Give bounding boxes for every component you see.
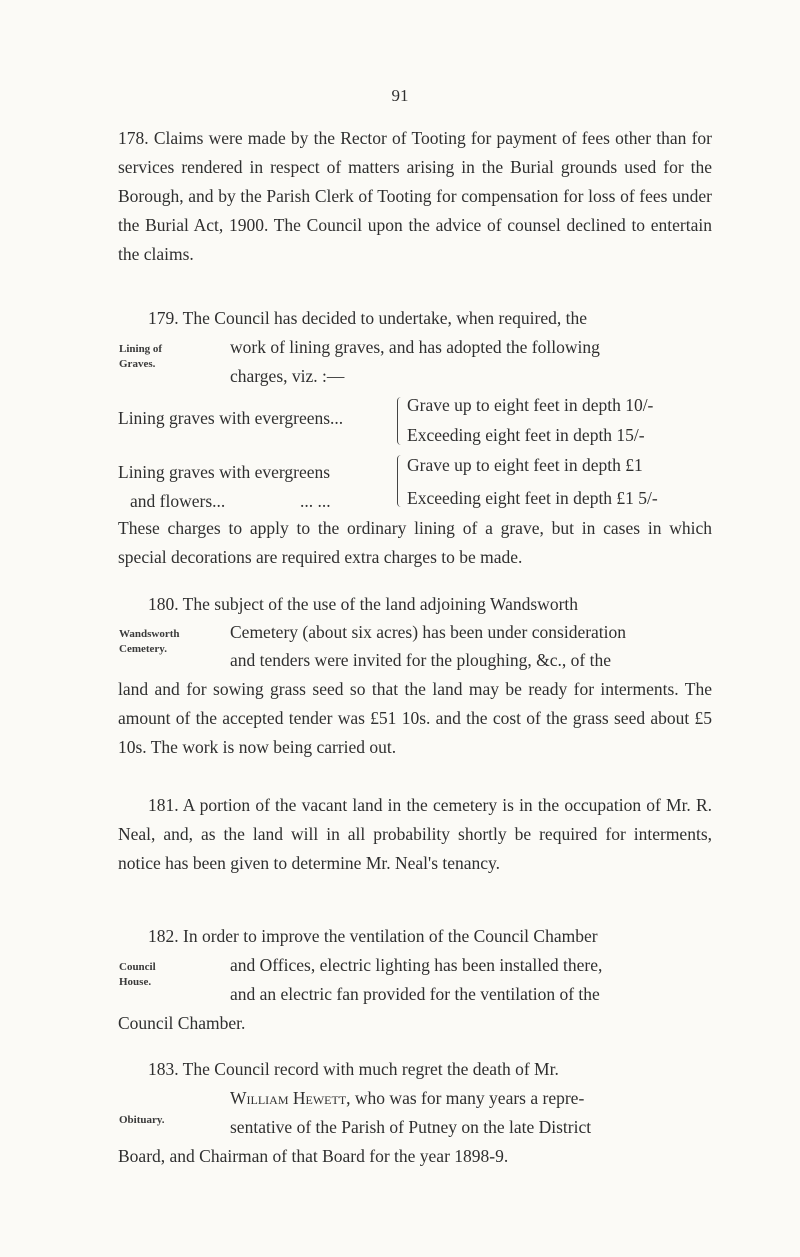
paragraph-183-line-2 <box>230 1084 584 1113</box>
side-note-line: Wandsworth <box>119 628 180 640</box>
paragraph-180-rest: land and for sowing grass seed so that the land may be ready for interments. The amount of the accepted tender was £51 10s. and the cost of the grass seed about £5 10s. The work is now being carried out. <box>118 679 712 757</box>
paragraph-182-first-line: 182. In order to improve the ventilation of the Council Chamber <box>148 926 598 946</box>
paragraph-183-line-2-rest: who was for many years a repre- <box>354 1088 585 1108</box>
paragraph-180-line-2: Cemetery (about six acres) has been under consideration <box>230 622 627 642</box>
leader-dots: ... ... <box>300 491 331 511</box>
brace-icon <box>397 455 403 507</box>
charge-item: Grave up to eight feet in depth £1 <box>407 455 643 475</box>
charge-label-and-flowers: and flowers... <box>130 491 226 511</box>
paragraph-182-line-3: and an electric fan provided for the ventilation of the <box>230 984 600 1004</box>
paragraph-179-line-3: charges, viz. :— <box>230 366 345 386</box>
paragraph-183-line-4: Board, and Chairman of that Board for the year 1898-9. <box>118 1146 509 1166</box>
side-note-obituary: Obituary. <box>119 1114 165 1126</box>
charge-label-evergreens-flowers: Lining graves with evergreens <box>118 462 331 482</box>
side-note-line: Graves. <box>119 358 156 370</box>
paragraph-181: 181. A portion of the vacant land in the cemetery is in the occupation of Mr. R. Neal, and, as the land will in all probability shortly be required for interments, notice has been given to determine Mr. Neal's tenancy. <box>118 795 712 873</box>
side-note-line: Cemetery. <box>119 643 167 655</box>
brace-icon <box>397 397 403 445</box>
paragraph-178: 178. Claims were made by the Rector of Tooting for payment of fees other than for services rendered in respect of matters arising in the Burial grounds used for the Borough, and by the Parish Clerk of Tooting for compensation for loss of fees under the Burial Act, 1900. The Council upon the advice of counsel declined to entertain the claims. <box>118 128 712 264</box>
paragraph-183-first-line: 183. The Council record with much regret the death of Mr. <box>148 1059 559 1079</box>
charge-item: Grave up to eight feet in depth 10/- <box>407 395 654 415</box>
page-number: 91 <box>391 86 409 105</box>
paragraph-179-charges-note: These charges to apply to the ordinary lining of a grave, but in cases in which special decorations are required extra charges to be made. <box>118 518 712 567</box>
paragraph-179-first-line: 179. The Council has decided to undertake, when required, the <box>148 308 587 328</box>
charge-label-evergreens: Lining graves with evergreens... <box>118 408 344 428</box>
side-note-lining-of-graves <box>119 342 162 372</box>
charge-item: Exceeding eight feet in depth 15/- <box>407 425 645 445</box>
side-note-line: Lining of <box>119 343 163 355</box>
side-note-line: House. <box>119 976 152 988</box>
person-name: William Hewett, <box>230 1088 351 1108</box>
side-note-wandsworth-cemetery <box>119 627 180 657</box>
side-note-line: Council <box>119 961 156 973</box>
paragraph-183-line-3: sentative of the Parish of Putney on the late District <box>230 1117 592 1137</box>
side-note-council-house <box>119 960 156 990</box>
paragraph-180-line-3: and tenders were invited for the ploughing, &c., of the <box>230 650 612 670</box>
paragraph-182-line-4: Council Chamber. <box>118 1013 246 1033</box>
paragraph-182-line-2: and Offices, electric lighting has been installed there, <box>230 955 603 975</box>
paragraph-180-first-line: 180. The subject of the use of the land adjoining Wandsworth <box>148 594 579 614</box>
paragraph-179-line-2: work of lining graves, and has adopted the following <box>230 337 600 357</box>
charge-item: Exceeding eight feet in depth £1 5/- <box>407 488 658 508</box>
